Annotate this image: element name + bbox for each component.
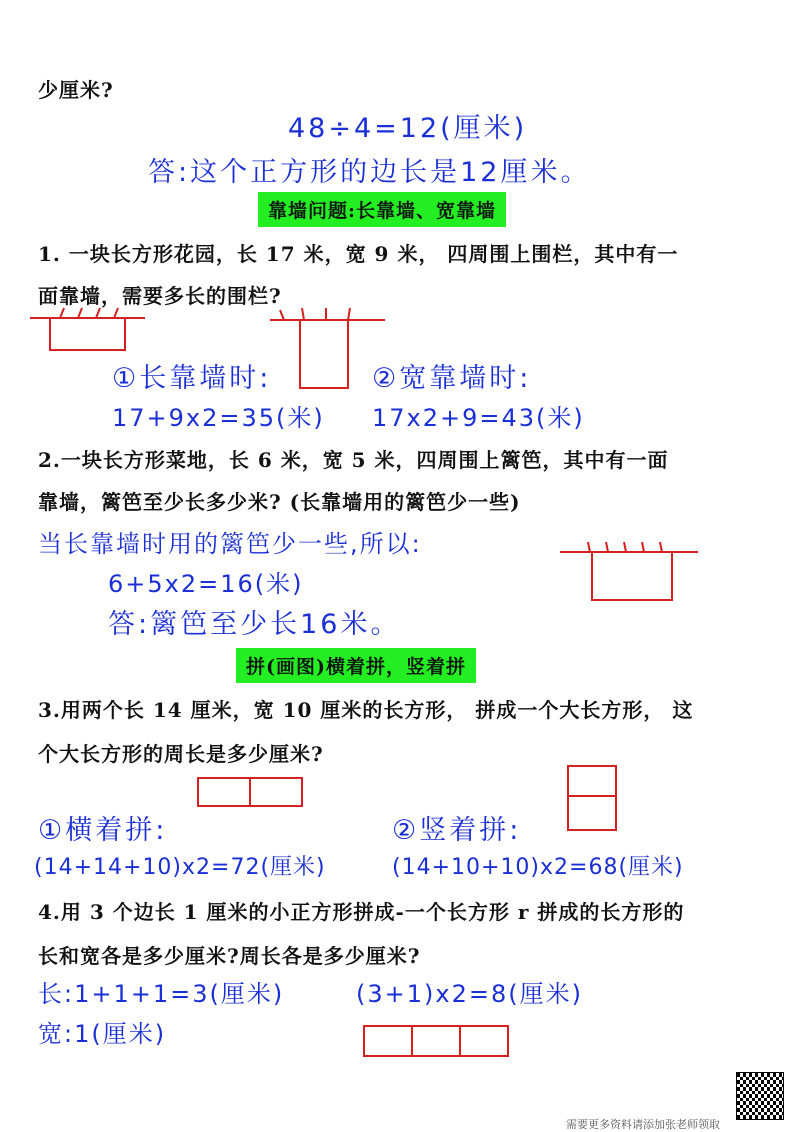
q4-line2: 长和宽各是多少厘米?周长各是多少厘米? xyxy=(38,944,421,968)
hw-answer-1: 答:这个正方形的边长是12厘米。 xyxy=(148,157,591,188)
q3-case2-calc: (14+10+10)x2=68(厘米) xyxy=(392,855,684,880)
qr-code-icon xyxy=(736,1072,784,1120)
q2-hw-answer: 答:篱笆至少长16米。 xyxy=(108,609,401,640)
q1-case2-calc: 17x2+9=43(米) xyxy=(372,404,585,432)
q2-line2: 靠墙，篱笆至少长多少米? (长靠墙用的篱笆少一些) xyxy=(38,490,521,514)
q3-diagram-horizontal xyxy=(196,776,306,810)
q2-line1: 2.一块长方形菜地，长 6 米，宽 5 米，四周围上篱笆，其中有一面 xyxy=(38,448,669,472)
q4-line1: 4.用 3 个边长 1 厘米的小正方形拼成-一个长方形 r 拼成的长方形的 xyxy=(38,900,685,924)
q1-case1-label: ①长靠墙时: xyxy=(112,363,272,394)
q2-hw-line1: 当长靠墙时用的篱笆少一些,所以: xyxy=(38,530,422,558)
q2-diagram xyxy=(560,538,700,608)
q1-diagram-length-wall xyxy=(30,300,150,360)
banner-wall-problem: 靠墙问题:长靠墙、宽靠墙 xyxy=(258,192,506,227)
q3-case1-label: ①横着拼: xyxy=(38,815,168,846)
top-line: 少厘米? xyxy=(38,78,114,102)
q3-line2: 个大长方形的周长是多少厘米? xyxy=(38,742,324,766)
q3-case1-calc: (14+14+10)x2=72(厘米) xyxy=(34,855,326,880)
q2-hw-calc: 6+5x2=16(米) xyxy=(108,570,304,598)
q3-line1: 3.用两个长 14 厘米，宽 10 厘米的长方形， 拼成一个大长方形， 这 xyxy=(38,698,694,722)
q1-line1: 1. 一块长方形花园，长 17 米，宽 9 米， 四周围上围栏，其中有一 xyxy=(38,242,679,266)
hw-calc-1: 48÷4=12(厘米) xyxy=(288,113,528,144)
q3-diagram-vertical xyxy=(566,764,620,834)
q4-perimeter-calc: (3+1)x2=8(厘米) xyxy=(356,980,583,1008)
footer-text: 需要更多资料请添加张老师领取 xyxy=(566,1118,720,1131)
q3-case2-label: ②竖着拼: xyxy=(392,815,522,846)
q4-diagram xyxy=(362,1024,512,1060)
q1-case2-label: ②宽靠墙时: xyxy=(372,363,532,394)
banner-combine-problem: 拼(画图)横着拼，竖着拼 xyxy=(236,648,476,683)
q1-case1-calc: 17+9x2=35(米) xyxy=(112,404,325,432)
q1-line2: 面靠墙，需要多长的围栏? xyxy=(38,284,282,308)
q4-width-calc: 宽:1(厘米) xyxy=(38,1020,167,1048)
q4-length-calc: 长:1+1+1=3(厘米) xyxy=(38,980,285,1008)
